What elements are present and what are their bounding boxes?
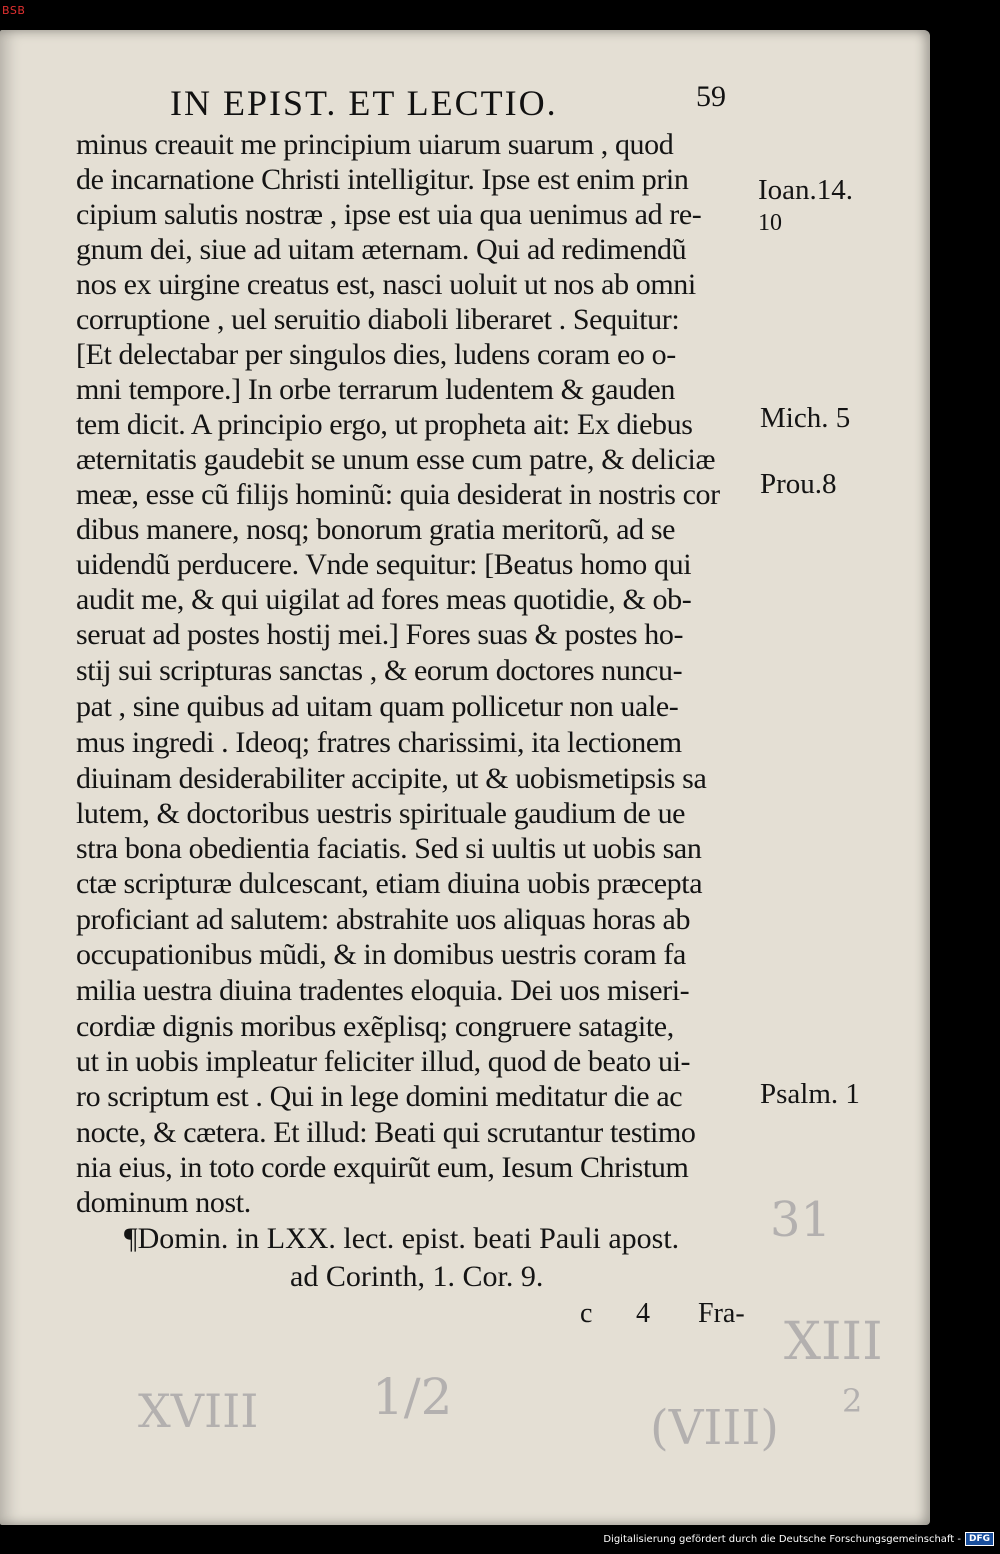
margin-reference: 10	[758, 210, 782, 236]
section-rubric: ¶Domin. in LXX. lect. epist. beati Pauli apost.	[124, 1222, 680, 1255]
text-line: minus creauit me principium uiarum suarum , quod	[76, 128, 674, 161]
footer	[603, 1532, 994, 1546]
text-line: dominum nost.	[76, 1186, 251, 1219]
signature-number: 4	[636, 1298, 650, 1329]
text-line: audit me, & qui uigilat ad fores meas quotidie, & ob-	[76, 583, 692, 616]
margin-reference: Psalm. 1	[760, 1078, 860, 1110]
text-line: mus ingredi . Ideoq; fratres charissimi, ita lectionem	[76, 726, 682, 759]
text-line: ut in uobis impleatur feliciter illud, quod de beato ui-	[76, 1045, 691, 1078]
text-line: mni tempore.] In orbe terrarum ludentem & gauden	[76, 373, 675, 406]
text-line: dibus manere, nosq; bonorum gratia meritorũ, ad se	[76, 513, 676, 546]
signature-mark: c	[580, 1298, 593, 1329]
text-line: milia uestra diuina tradentes eloquia. Dei uos miseri-	[76, 974, 690, 1007]
pencil-annotation: 1/2	[372, 1368, 453, 1426]
text-line: gnum dei, siue ad uitam æternam. Qui ad redimendũ	[76, 233, 687, 266]
text-line: ctæ scripturæ dulcescant, etiam diuina uobis præcepta	[76, 867, 703, 900]
text-line: nia eius, in toto corde exquirũt eum, Iesum Christum	[76, 1151, 689, 1184]
pencil-annotation: (VIII)	[650, 1400, 779, 1456]
text-line: uidendũ perducere. Vnde sequitur: [Beatus homo qui	[76, 548, 692, 581]
text-line: meæ, esse cũ filijs hominũ: quia desiderat in nostris cor	[76, 478, 720, 511]
margin-reference: Ioan.14.	[758, 174, 854, 206]
text-line: stra bona obedientia faciatis. Sed si uultis ut uobis san	[76, 832, 702, 865]
text-line: nos ex uirgine creatus est, nasci uoluit ut nos ab omni	[76, 268, 696, 301]
text-line: diuinam desiderabiliter accipite, ut & uobismetipsis sa	[76, 762, 707, 795]
text-line: lutem, & doctoribus uestris spirituale gaudium de ue	[76, 797, 686, 830]
dfg-logo-icon: DFG	[965, 1532, 994, 1546]
text-line: cordiæ dignis moribus exẽplisq; congruere satagite,	[76, 1010, 674, 1043]
text-line: de incarnatione Christi intelligitur. Ipse est enim prin	[76, 163, 689, 196]
text-line: æternitatis gaudebit se unum esse cum patre, & deliciæ	[76, 443, 716, 476]
text-line: tem dicit. A principio ergo, ut propheta ait: Ex diebus	[76, 408, 693, 441]
pencil-annotation: XVIII	[138, 1384, 259, 1438]
margin-reference: Prou.8	[760, 468, 837, 500]
text-line: cipium salutis nostræ , ipse est uia qua uenimus ad re-	[76, 198, 702, 231]
library-mark: BSB	[2, 4, 26, 17]
pencil-annotation: XIII	[784, 1312, 883, 1372]
text-line: occupationibus mũdi, & in domibus uestris coram fa	[76, 938, 686, 971]
text-line: ro scriptum est . Qui in lege domini meditatur die ac	[76, 1080, 683, 1113]
text-line: pat , sine quibus ad uitam quam pollicetur non uale-	[76, 690, 679, 723]
funding-notice: Digitalisierung gefördert durch die Deutsche Forschungsgemeinschaft -	[603, 1533, 961, 1545]
pencil-annotation: 2	[842, 1382, 863, 1420]
text-line: nocte, & cætera. Et illud: Beati qui scrutantur testimo	[76, 1116, 696, 1149]
folio-number: 59	[696, 80, 726, 113]
section-rubric-reference: ad Corinth, 1. Cor. 9.	[290, 1260, 544, 1293]
running-title: IN EPIST. ET LECTIO.	[170, 83, 558, 123]
pencil-annotation: 31	[770, 1192, 832, 1248]
catchword: Fra-	[698, 1298, 745, 1329]
text-line: corruptione , uel seruitio diaboli liberaret . Sequitur:	[76, 303, 680, 336]
margin-reference: Mich. 5	[760, 402, 851, 434]
text-line: [Et delectabar per singulos dies, ludens coram eo o-	[76, 338, 676, 371]
text-line: stij sui scripturas sanctas , & eorum doctores nuncu-	[76, 654, 683, 687]
text-line: seruat ad postes hostij mei.] Fores suas & postes ho-	[76, 618, 684, 651]
text-line: proficiant ad salutem: abstrahite uos aliquas horas ab	[76, 903, 691, 936]
